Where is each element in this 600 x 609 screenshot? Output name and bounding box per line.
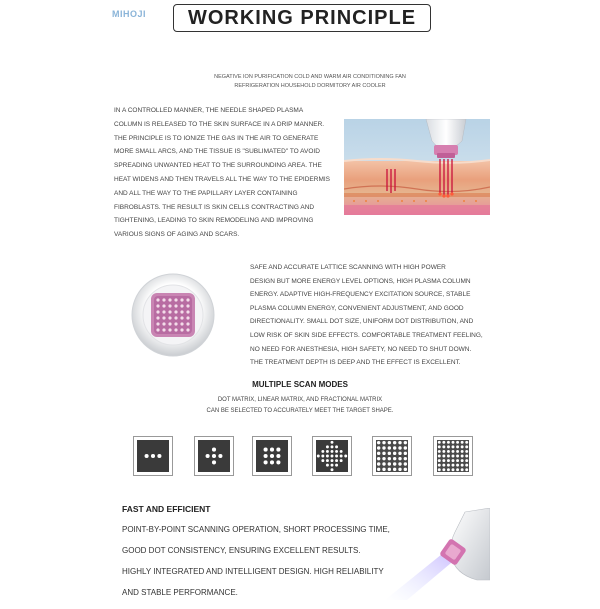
principle-line: AND ALL THE WAY TO THE PAPILLARY LAYER CONTAINING — [114, 189, 298, 197]
pattern-cross-5-icon — [198, 440, 230, 472]
lattice-line: DIRECTIONALITY. SMALL DOT SIZE, UNIFORM DOT DISTRIBUTION, AND — [250, 318, 474, 326]
pattern-diamond-icon — [316, 440, 348, 472]
fast-line: AND STABLE PERFORMANCE. — [122, 588, 238, 597]
lattice-text — [250, 261, 490, 370]
fast-line: GOOD DOT CONSISTENCY, ENSURING EXCELLENT RESULTS. — [122, 546, 361, 555]
lattice-tip-illustration — [131, 273, 215, 357]
principle-line: SPREADING UNWANTED HEAT TO THE SURROUNDING AREA. THE — [114, 162, 322, 170]
fast-line: POINT-BY-POINT SCANNING OPERATION, SHORT PROCESSING TIME, — [122, 525, 390, 534]
lattice-line: SAFE AND ACCURATE LATTICE SCANNING WITH HIGH POWER — [250, 264, 446, 271]
pattern-grid-6x6-icon — [437, 440, 469, 472]
pattern-grid-3x3-icon — [256, 440, 288, 472]
pattern-grid-5x5-icon — [376, 440, 408, 472]
subtitle-line: NEGATIVE ION PURIFICATION COLD AND WARM AIR CONDITIONING FAN — [214, 74, 406, 80]
principle-text — [114, 104, 336, 242]
page-title: WORKING PRINCIPLE — [187, 6, 417, 29]
handpiece-beam-illustration — [385, 508, 490, 600]
lattice-line: NO NEED FOR ANESTHESIA, HIGH SAFETY, NO NEED TO SHUT DOWN. — [250, 345, 472, 353]
fast-efficient-heading: FAST AND EFFICIENT — [122, 504, 211, 514]
lattice-line: PLASMA COLUMN ENERGY, CONVENIENT ADJUSTMENT, AND GOOD — [250, 304, 464, 312]
lattice-line: ENERGY. ADAPTIVE HIGH-FREQUENCY EXCITATION SOURCE, STABLE — [250, 291, 471, 299]
scan-modes-description — [180, 395, 420, 417]
scan-pattern-diamond — [312, 436, 352, 476]
scan-pattern-cross — [194, 436, 234, 476]
principle-line: THE PRINCIPLE IS TO IONIZE THE GAS IN THE AIR TO GENERATE — [114, 134, 319, 142]
principle-line: HEAT WIDENS AND THEN TRAVELS ALL THE WAY TO THE EPIDERMIS — [114, 175, 331, 183]
scan-desc-line: CAN BE SELECTED TO ACCURATELY MEET THE TARGET SHAPE. — [206, 408, 394, 414]
principle-line: VARIOUS SIGNS OF AGING AND SCARS. — [114, 231, 240, 239]
principle-line: MORE SMALL ARCS, AND THE TISSUE IS "SUBLIMATED" TO AVOID — [114, 148, 320, 156]
title-box — [173, 4, 431, 32]
scan-pattern-grid-5x5 — [372, 436, 412, 476]
scan-modes-heading: MULTIPLE SCAN MODES — [252, 380, 348, 389]
skin-diagram-illustration — [344, 119, 490, 215]
brand-logo: MIHOJI — [112, 9, 147, 19]
principle-line: FIBROBLASTS. THE RESULT IS SKIN CELLS CONTRACTING AND — [114, 203, 315, 211]
scan-desc-line: DOT MATRIX, LINEAR MATRIX, AND FRACTIONAL MATRIX — [217, 397, 383, 403]
scan-pattern-grid-6x6 — [433, 436, 473, 476]
scan-pattern-row — [133, 436, 478, 478]
lattice-line: THE TREATMENT DEPTH IS DEEP AND THE EFFECT IS EXCELLENT. — [250, 359, 461, 367]
fast-line: HIGHLY INTEGRATED AND INTELLIGENT DESIGN. HIGH RELIABILITY — [122, 567, 384, 576]
scan-pattern-row-dots — [133, 436, 173, 476]
principle-line: COLUMN IS RELEASED TO THE SKIN SURFACE IN A DRIP MANNER. — [114, 120, 325, 128]
subtitle-line: REFRIGERATION HOUSEHOLD DORMITORY AIR COOLER — [234, 83, 386, 89]
lattice-line: LOW RISK OF SKIN SIDE EFFECTS. COMFORTABLE TREATMENT FEELING, — [250, 331, 483, 339]
fast-efficient-text — [122, 525, 422, 609]
pattern-row-3-icon — [137, 440, 169, 472]
scan-pattern-grid-3x3 — [252, 436, 292, 476]
product-subtitle — [190, 73, 430, 91]
principle-line: TIGHTENING, LEADING TO SKIN REMODELING AND IMPROVING — [114, 217, 314, 225]
lattice-line: DESIGN BUT MORE ENERGY LEVEL OPTIONS, HIGH PLASMA COLUMN — [250, 277, 471, 285]
principle-line: IN A CONTROLLED MANNER, THE NEEDLE SHAPED PLASMA — [114, 107, 304, 114]
